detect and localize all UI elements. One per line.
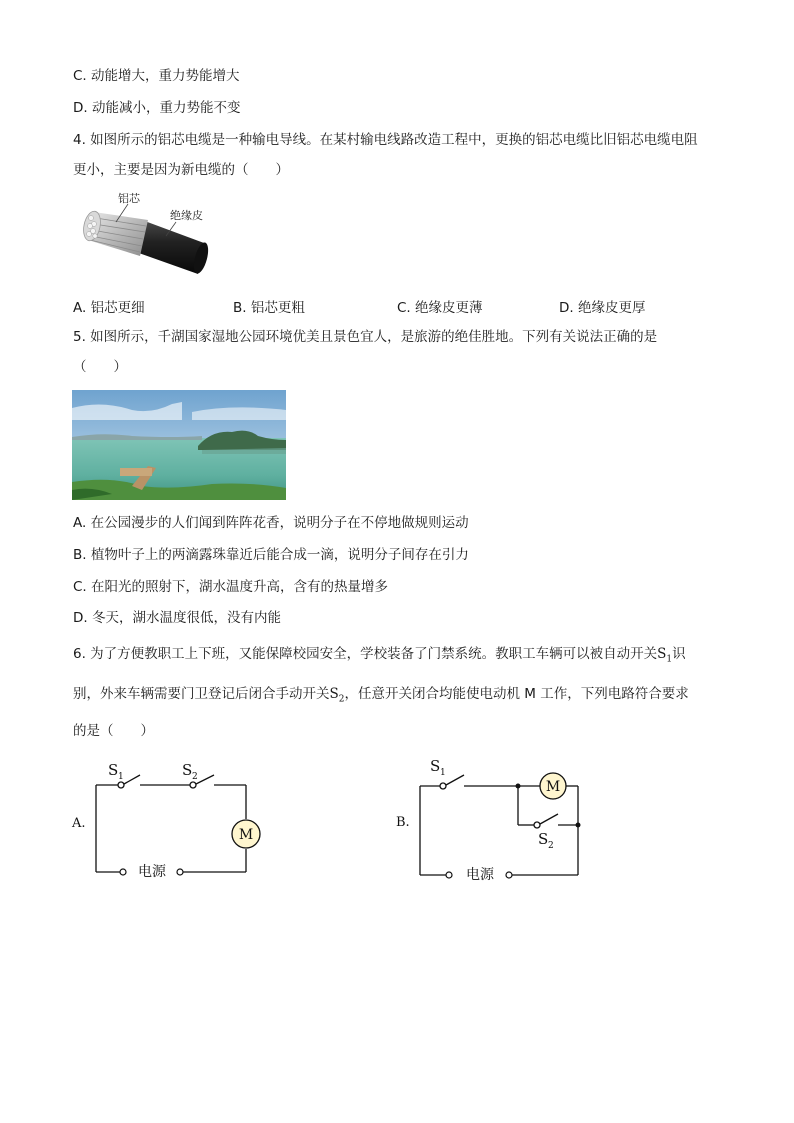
q6-line2: [73, 684, 689, 710]
svg-text:2: 2: [548, 841, 554, 851]
switch-s1-blade: [124, 775, 140, 784]
q6-switch2-symbol: $S_2$: [329, 686, 345, 705]
s1-label-a: S: [108, 761, 119, 779]
cable-figure: [80, 188, 220, 276]
q4-stem-line1: 4. 如图所示的铝芯电缆是一种输电导线。在某村输电线路改造工程中，更换的铝芯电缆比旧铝芯电缆电阻: [73, 132, 698, 148]
q5-stem-line2: （ ）: [73, 359, 127, 375]
q4-option-c: C. 绝缘皮更薄: [397, 300, 483, 316]
q5-option-a: A. 在公园漫步的人们闻到阵阵花香，说明分子在不停地做规则运动: [73, 515, 469, 531]
q4-stem-line2: 更小，主要是因为新电缆的（ ）: [73, 162, 289, 178]
q6-line2-tail: ，任意开关闭合均能使电动机 M 工作，下列电路符合要求: [344, 686, 689, 702]
q5-option-d: D. 冬天，湖水温度很低，没有内能: [73, 610, 281, 626]
power-label-a: 电源: [138, 864, 166, 880]
switch-s2-blade: [196, 775, 214, 784]
circuit-a: [68, 755, 278, 887]
label-core: 铝芯: [118, 192, 140, 205]
svg-text:M: M: [545, 779, 561, 795]
q6-line2-head: 别，外来车辆需要门卫登记后闭合手动开关: [73, 686, 330, 702]
q3-option-c: C. 动能增大，重力势能增大: [73, 68, 240, 84]
q4-option-d: D. 绝缘皮更厚: [559, 300, 646, 316]
q6-switch1-symbol: $S_1$: [657, 646, 673, 665]
q4-options: [73, 296, 733, 316]
svg-text:1: 1: [440, 768, 446, 778]
q5-option-b: B. 植物叶子上的两滴露珠靠近后能合成一滴，说明分子间存在引力: [73, 547, 469, 563]
power-label-b: 电源: [466, 867, 494, 883]
circuit-a-label: A.: [72, 816, 86, 831]
q3-option-d: D. 动能减小，重力势能不变: [73, 100, 241, 116]
q6-line3: 的是（ ）: [73, 723, 154, 739]
q6-line1-tail: 识: [672, 646, 686, 662]
svg-text:2: 2: [192, 772, 198, 782]
s1-label-b: S: [430, 757, 441, 775]
q6-line1-text: 6. 为了方便教职工上下班，又能保障校园安全，学校装备了门禁系统。教职工车辆可以被自动开关: [73, 646, 658, 662]
s2-label-b: S: [538, 830, 549, 848]
label-insulation: 绝缘皮: [170, 209, 203, 222]
svg-text:M: M: [238, 827, 254, 843]
s2-label-a: S: [182, 761, 193, 779]
q5-stem-line1: 5. 如图所示，千湖国家湿地公园环境优美且景色宜人，是旅游的绝佳胜地。下列有关说法正确的是: [73, 329, 658, 345]
circuit-b-label: B.: [396, 815, 410, 830]
lake-photo: [72, 390, 286, 500]
q4-option-b: B. 铝芯更粗: [233, 300, 305, 316]
circuit-b: [392, 752, 602, 890]
q6-line1: [73, 644, 686, 670]
q4-option-a: A. 铝芯更细: [73, 300, 145, 316]
svg-text:1: 1: [118, 772, 124, 782]
q5-option-c: C. 在阳光的照射下，湖水温度升高，含有的热量增多: [73, 579, 389, 595]
